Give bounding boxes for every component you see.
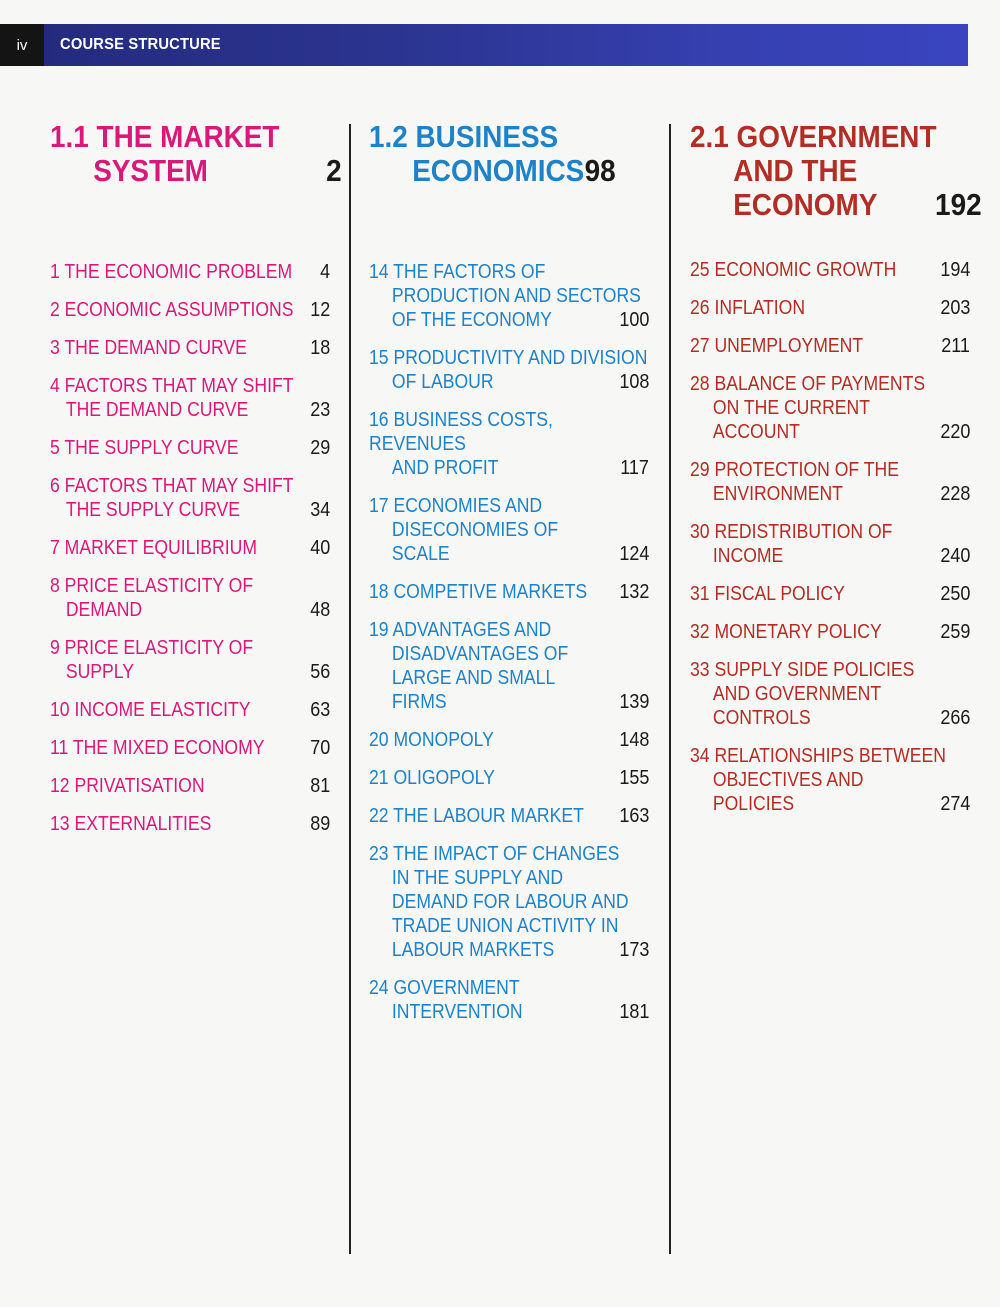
chapter-title-line: LARGE AND SMALL	[391, 667, 556, 689]
chapter-page-number: 56	[309, 661, 330, 683]
chapter-entry[interactable]	[369, 494, 651, 566]
chapter-page-number: 4	[319, 261, 330, 283]
chapter-title-line: 32 MONETARY POLICY	[690, 621, 882, 643]
chapter-page-number: 40	[309, 537, 330, 559]
chapter-title-line: DEMAND	[65, 599, 143, 621]
chapter-entry[interactable]	[690, 520, 972, 568]
chapter-title-line: 13 EXTERNALITIES	[50, 813, 212, 835]
chapter-page-number: 228	[939, 483, 970, 505]
chapter-title-line: OF LABOUR	[391, 371, 494, 393]
unit-column-1-2	[369, 119, 651, 1023]
chapter-title-line: 7 MARKET EQUILIBRIUM	[50, 537, 258, 559]
chapter-page-number: 100	[618, 309, 649, 331]
chapter-page-number: 266	[939, 707, 970, 729]
chapter-title	[369, 842, 649, 962]
chapter-entry[interactable]	[690, 744, 972, 816]
chapter-title	[690, 372, 970, 444]
chapter-page-number: 29	[309, 437, 330, 459]
chapter-page-number: 250	[939, 583, 970, 605]
chapter-title-line: SUPPLY	[65, 661, 134, 683]
chapter-title-line: 17 ECONOMIES AND	[369, 495, 543, 517]
chapter-title	[369, 408, 649, 480]
chapter-title-line: INTERVENTION	[391, 1001, 523, 1023]
chapter-title	[369, 346, 649, 394]
chapter-entry[interactable]	[690, 372, 972, 444]
chapter-title-line: 16 BUSINESS COSTS, REVENUES	[369, 409, 553, 455]
chapter-title	[50, 636, 330, 684]
chapter-title-line: DISECONOMIES OF	[391, 519, 559, 541]
unit-page-number: 192	[935, 187, 982, 222]
chapter-title	[50, 698, 330, 722]
chapter-entry[interactable]	[369, 408, 651, 480]
chapter-entry[interactable]	[369, 580, 651, 604]
chapter-title-line: 18 COMPETIVE MARKETS	[369, 581, 588, 603]
chapter-title-line: 29 PROTECTION OF THE	[690, 459, 899, 481]
chapter-title-line: 25 ECONOMIC GROWTH	[690, 259, 897, 281]
chapter-title-line: 4 FACTORS THAT MAY SHIFT	[50, 375, 294, 397]
chapter-entry[interactable]	[369, 260, 651, 332]
chapter-page-number: 155	[618, 767, 649, 789]
chapter-title-line: 12 PRIVATISATION	[50, 775, 205, 797]
chapter-entry[interactable]	[50, 336, 332, 360]
chapter-page-number: 12	[309, 299, 330, 321]
chapter-entry[interactable]	[369, 618, 651, 714]
chapter-title-line: 10 INCOME ELASTICITY	[50, 699, 251, 721]
unit-heading-line: 1.1 THE MARKET	[50, 119, 280, 154]
chapter-page-number: 81	[309, 775, 330, 797]
chapter-title	[369, 494, 649, 566]
chapter-list	[369, 260, 651, 1038]
chapter-title-line: LABOUR MARKETS	[391, 939, 555, 961]
header-bar	[0, 24, 968, 66]
chapter-entry[interactable]	[50, 636, 332, 684]
chapter-title	[690, 582, 970, 606]
chapter-title-line: ENVIRONMENT	[712, 483, 843, 505]
chapter-title	[50, 736, 330, 760]
chapter-title	[50, 536, 330, 560]
chapter-title-line: 19 ADVANTAGES AND	[369, 619, 552, 641]
chapter-page-number: 240	[939, 545, 970, 567]
chapter-title	[50, 774, 330, 798]
chapter-title	[369, 728, 649, 752]
chapter-title	[690, 520, 970, 568]
chapter-page-number: 108	[618, 371, 649, 393]
chapter-list	[50, 260, 332, 850]
chapter-title-line: 28 BALANCE OF PAYMENTS	[690, 373, 926, 395]
unit-heading-line: 2.1 GOVERNMENT	[690, 119, 937, 154]
chapter-page-number: 124	[618, 543, 649, 565]
chapter-title-line: 2 ECONOMIC ASSUMPTIONS	[50, 299, 294, 321]
page-number: iv	[0, 24, 44, 66]
page-title: COURSE STRUCTURE	[60, 36, 221, 53]
chapter-entry[interactable]	[690, 258, 972, 282]
chapter-title-line: INCOME	[712, 545, 784, 567]
chapter-page-number: 89	[309, 813, 330, 835]
chapter-title-line: FIRMS	[391, 691, 447, 713]
chapter-title-line: 22 THE LABOUR MARKET	[369, 805, 584, 827]
chapter-title-line: AND PROFIT	[391, 457, 499, 479]
chapter-entry[interactable]	[50, 374, 332, 422]
chapter-title	[690, 334, 970, 358]
chapter-title	[369, 976, 649, 1024]
chapter-title-line: 15 PRODUCTIVITY AND DIVISION	[369, 347, 648, 369]
chapter-entry[interactable]	[690, 296, 972, 320]
chapter-entry[interactable]	[50, 436, 332, 460]
unit-heading[interactable]	[690, 119, 982, 222]
chapter-title	[690, 258, 970, 282]
unit-column-1-1	[50, 119, 342, 835]
chapter-title-line: 26 INFLATION	[690, 297, 806, 319]
chapter-entry[interactable]	[690, 620, 972, 644]
chapter-title	[50, 812, 330, 836]
chapter-title-line: OBJECTIVES AND	[712, 769, 864, 791]
chapter-title	[690, 458, 970, 506]
chapter-title	[50, 574, 330, 622]
chapter-title-line: 27 UNEMPLOYMENT	[690, 335, 864, 357]
chapter-title-line: AND GOVERNMENT	[712, 683, 882, 705]
chapter-page-number: 259	[939, 621, 970, 643]
chapter-title-line: THE DEMAND CURVE	[65, 399, 249, 421]
chapter-list	[690, 258, 972, 830]
chapter-title	[50, 474, 330, 522]
chapter-page-number: 274	[939, 793, 970, 815]
chapter-title-line: CONTROLS	[712, 707, 811, 729]
chapter-title-line: 14 THE FACTORS OF	[369, 261, 546, 283]
chapter-page-number: 117	[620, 457, 649, 479]
chapter-page-number: 63	[309, 699, 330, 721]
chapter-page-number: 163	[618, 805, 649, 827]
chapter-page-number: 70	[309, 737, 330, 759]
unit-page-number: 2	[326, 153, 342, 188]
chapter-entry[interactable]	[369, 346, 651, 394]
chapter-title-line: IN THE SUPPLY AND	[391, 867, 564, 889]
chapter-title-line: 5 THE SUPPLY CURVE	[50, 437, 239, 459]
chapter-entry[interactable]	[690, 658, 972, 730]
unit-heading-line: SYSTEM	[93, 153, 208, 188]
chapter-entry[interactable]	[690, 582, 972, 606]
chapter-title-line: 30 REDISTRIBUTION OF	[690, 521, 893, 543]
chapter-title-line: 11 THE MIXED ECONOMY	[50, 737, 265, 759]
chapter-page-number: 211	[941, 335, 970, 357]
chapter-title	[369, 766, 649, 790]
chapter-title	[690, 744, 970, 816]
chapter-title-line: PRODUCTION AND SECTORS	[391, 285, 641, 307]
chapter-page-number: 139	[618, 691, 649, 713]
chapter-title	[690, 658, 970, 730]
chapter-page-number: 34	[309, 499, 330, 521]
chapter-entry[interactable]	[369, 976, 651, 1024]
chapter-entry[interactable]	[369, 728, 651, 752]
chapter-entry[interactable]	[50, 536, 332, 560]
chapter-title-line: THE SUPPLY CURVE	[65, 499, 240, 521]
column-divider	[669, 124, 671, 1254]
chapter-page-number: 220	[939, 421, 970, 443]
unit-heading[interactable]	[50, 119, 342, 188]
chapter-page-number: 203	[939, 297, 970, 319]
chapter-title-line: 9 PRICE ELASTICITY OF	[50, 637, 254, 659]
chapter-entry[interactable]	[690, 334, 972, 358]
chapter-entry[interactable]	[50, 774, 332, 798]
chapter-entry[interactable]	[50, 812, 332, 836]
unit-heading-line: ECONOMICS	[412, 153, 585, 188]
chapter-entry[interactable]	[50, 736, 332, 760]
chapter-title-line: POLICIES	[712, 793, 795, 815]
chapter-entry[interactable]	[369, 804, 651, 828]
chapter-entry[interactable]	[50, 298, 332, 322]
unit-heading-line: 1.2 BUSINESS	[369, 119, 559, 154]
chapter-entry[interactable]	[50, 698, 332, 722]
chapter-title-line: TRADE UNION ACTIVITY IN	[391, 915, 619, 937]
chapter-entry[interactable]	[690, 458, 972, 506]
chapter-title-line: ON THE CURRENT	[712, 397, 870, 419]
chapter-page-number: 132	[618, 581, 649, 603]
chapter-title-line: ACCOUNT	[712, 421, 800, 443]
chapter-title	[369, 804, 649, 828]
chapter-title	[690, 296, 970, 320]
chapter-title-line: DISADVANTAGES OF	[391, 643, 569, 665]
chapter-title-line: 8 PRICE ELASTICITY OF	[50, 575, 254, 597]
chapter-title	[50, 260, 330, 284]
chapter-title-line: DEMAND FOR LABOUR AND	[391, 891, 629, 913]
chapter-title-line: 1 THE ECONOMIC PROBLEM	[50, 261, 293, 283]
chapter-title-line: 21 OLIGOPOLY	[369, 767, 495, 789]
chapter-title	[50, 298, 330, 322]
chapter-title	[369, 618, 649, 714]
chapter-page-number: 23	[309, 399, 330, 421]
chapter-title	[50, 374, 330, 422]
chapter-entry[interactable]	[50, 474, 332, 522]
chapter-title	[369, 580, 649, 604]
chapter-title-line: SCALE	[391, 543, 450, 565]
chapter-title-line: 20 MONOPOLY	[369, 729, 494, 751]
chapter-page-number: 194	[939, 259, 970, 281]
chapter-page-number: 173	[618, 939, 649, 961]
chapter-entry[interactable]	[369, 842, 651, 962]
chapter-title	[369, 260, 649, 332]
chapter-title-line: 23 THE IMPACT OF CHANGES	[369, 843, 620, 865]
chapter-title-line: 6 FACTORS THAT MAY SHIFT	[50, 475, 294, 497]
chapter-title	[50, 336, 330, 360]
chapter-title-line: 34 RELATIONSHIPS BETWEEN	[690, 745, 946, 767]
chapter-entry[interactable]	[50, 574, 332, 622]
unit-heading[interactable]	[369, 120, 651, 188]
chapter-entry[interactable]	[369, 766, 651, 790]
chapter-title-line: 3 THE DEMAND CURVE	[50, 337, 247, 359]
column-divider	[349, 124, 351, 1254]
unit-heading-line: ECONOMY	[733, 187, 878, 222]
chapter-title-line: 33 SUPPLY SIDE POLICIES	[690, 659, 915, 681]
chapter-page-number: 181	[618, 1001, 649, 1023]
chapter-page-number: 18	[309, 337, 330, 359]
chapter-title	[690, 620, 970, 644]
chapter-page-number: 148	[618, 729, 649, 751]
chapter-title-line: 31 FISCAL POLICY	[690, 583, 845, 605]
chapter-title-line: OF THE ECONOMY	[391, 309, 552, 331]
unit-page-number: 98	[584, 153, 616, 188]
chapter-page-number: 48	[309, 599, 330, 621]
unit-heading-line: AND THE	[733, 153, 858, 188]
unit-column-2-1	[690, 119, 982, 815]
chapter-entry[interactable]	[50, 260, 332, 284]
chapter-title	[50, 436, 330, 460]
chapter-title-line: 24 GOVERNMENT	[369, 977, 520, 999]
